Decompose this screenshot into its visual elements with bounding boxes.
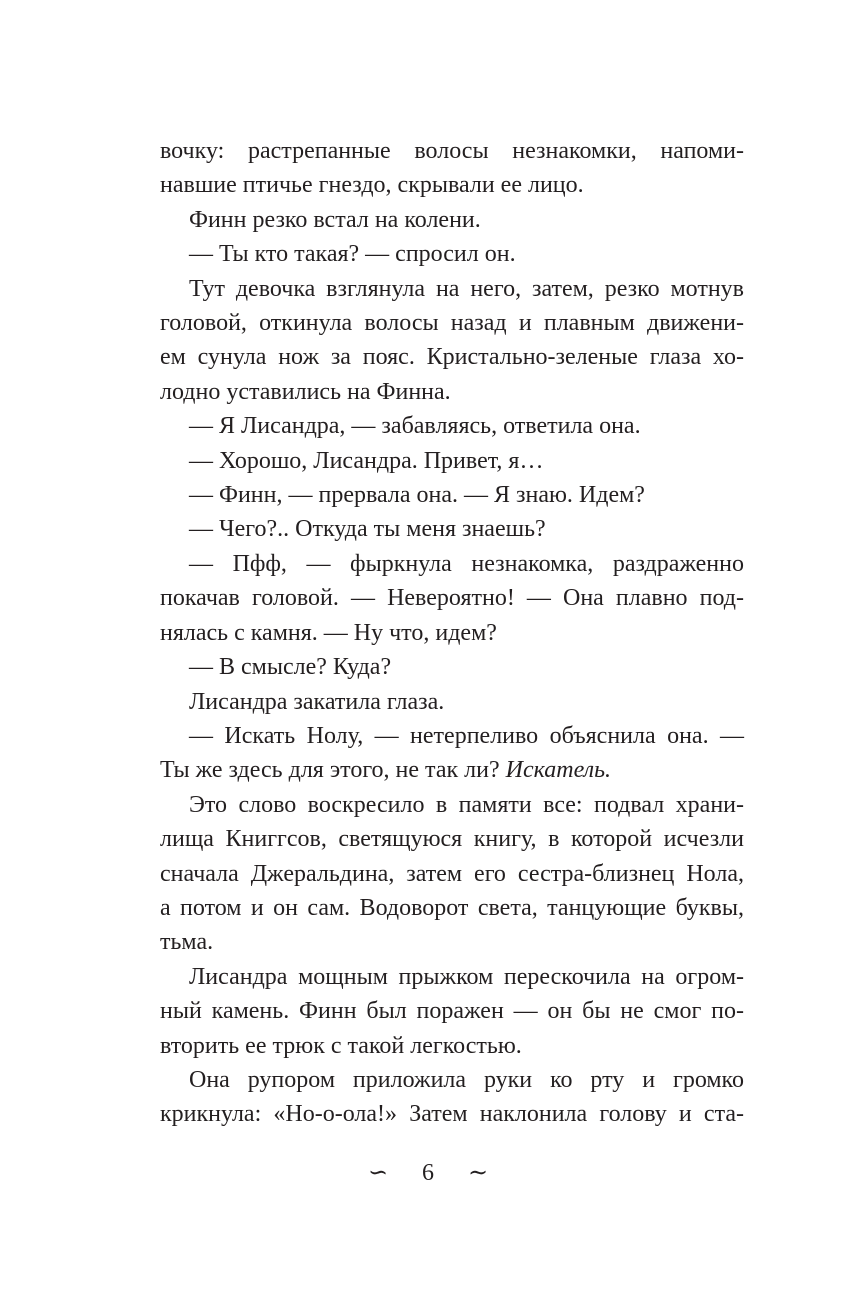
- text-line: сначала Джеральдина, затем его сестра-близнец Нола,: [160, 860, 744, 887]
- text-line: головой, откинула волосы назад и плавным движени-: [160, 310, 744, 337]
- text-line: Лисандра мощным прыжком перескочила на огром-: [189, 963, 744, 990]
- text-line: навшие птичье гнездо, скрывали ее лицо.: [160, 172, 584, 199]
- text-line: а потом и он сам. Водоворот света, танцующие буквы,: [160, 894, 744, 921]
- text-line: — Ты кто такая? — спросил он.: [189, 241, 516, 268]
- text-line: вочку: растрепанные волосы незнакомки, напоми-: [160, 138, 744, 164]
- text-line: — В смысле? Куда?: [189, 654, 392, 681]
- text-line: покачав головой. — Невероятно! — Она плавно под-: [160, 585, 744, 612]
- text-line: нялась с камня. — Ну что, идем?: [160, 619, 497, 646]
- text-line: — Пфф, — фыркнула незнакомка, раздраженно: [189, 550, 744, 577]
- text-line: ный камень. Финн был поражен — он бы не смог по-: [160, 998, 744, 1025]
- text-line: — Чего?.. Откуда ты меня знаешь?: [189, 516, 546, 543]
- text-line: вторить ее трюк с такой легкостью.: [160, 1032, 522, 1059]
- text-line-roman: Ты же здесь для этого, не так ли?: [160, 757, 500, 784]
- italic-word: Искатель.: [505, 757, 612, 784]
- text-line: лища Книггсов, светящуюся книгу, в которой исчезли: [160, 826, 744, 853]
- text-line: лодно уставились на Финна.: [160, 378, 451, 405]
- page-folio: [0, 1156, 856, 1190]
- text-line: Тут девочка взглянула на него, затем, резко мотнув: [189, 275, 744, 302]
- text-line: тьма.: [160, 929, 214, 956]
- text-line: — Хорошо, Лисандра. Привет, я…: [189, 447, 544, 474]
- text-line: Она рупором приложила руки ко рту и громко: [189, 1066, 744, 1093]
- text-line: Это слово воскресило в памяти все: подвал храни-: [189, 791, 744, 818]
- left-ornament: ∽: [367, 1160, 389, 1186]
- text-line: [160, 753, 744, 787]
- text-line: Финн резко встал на колени.: [189, 206, 481, 233]
- text-line: крикнула: «Но-о-ола!» Затем наклонила голову и ста-: [160, 1101, 744, 1128]
- right-ornament: ∼: [467, 1160, 489, 1186]
- page-body: [160, 134, 744, 1132]
- page-number: 6: [422, 1160, 434, 1186]
- text-line: ем сунула нож за пояс. Кристально-зеленые глаза хо-: [160, 344, 744, 371]
- text-line: — Финн, — прервала она. — Я знаю. Идем?: [189, 482, 645, 509]
- text-line: Лисандра закатила глаза.: [189, 688, 445, 715]
- text-line: — Я Лисандра, — забавляясь, ответила она.: [189, 413, 641, 440]
- text-line: — Искать Нолу, — нетерпеливо объяснила она. —: [189, 722, 744, 749]
